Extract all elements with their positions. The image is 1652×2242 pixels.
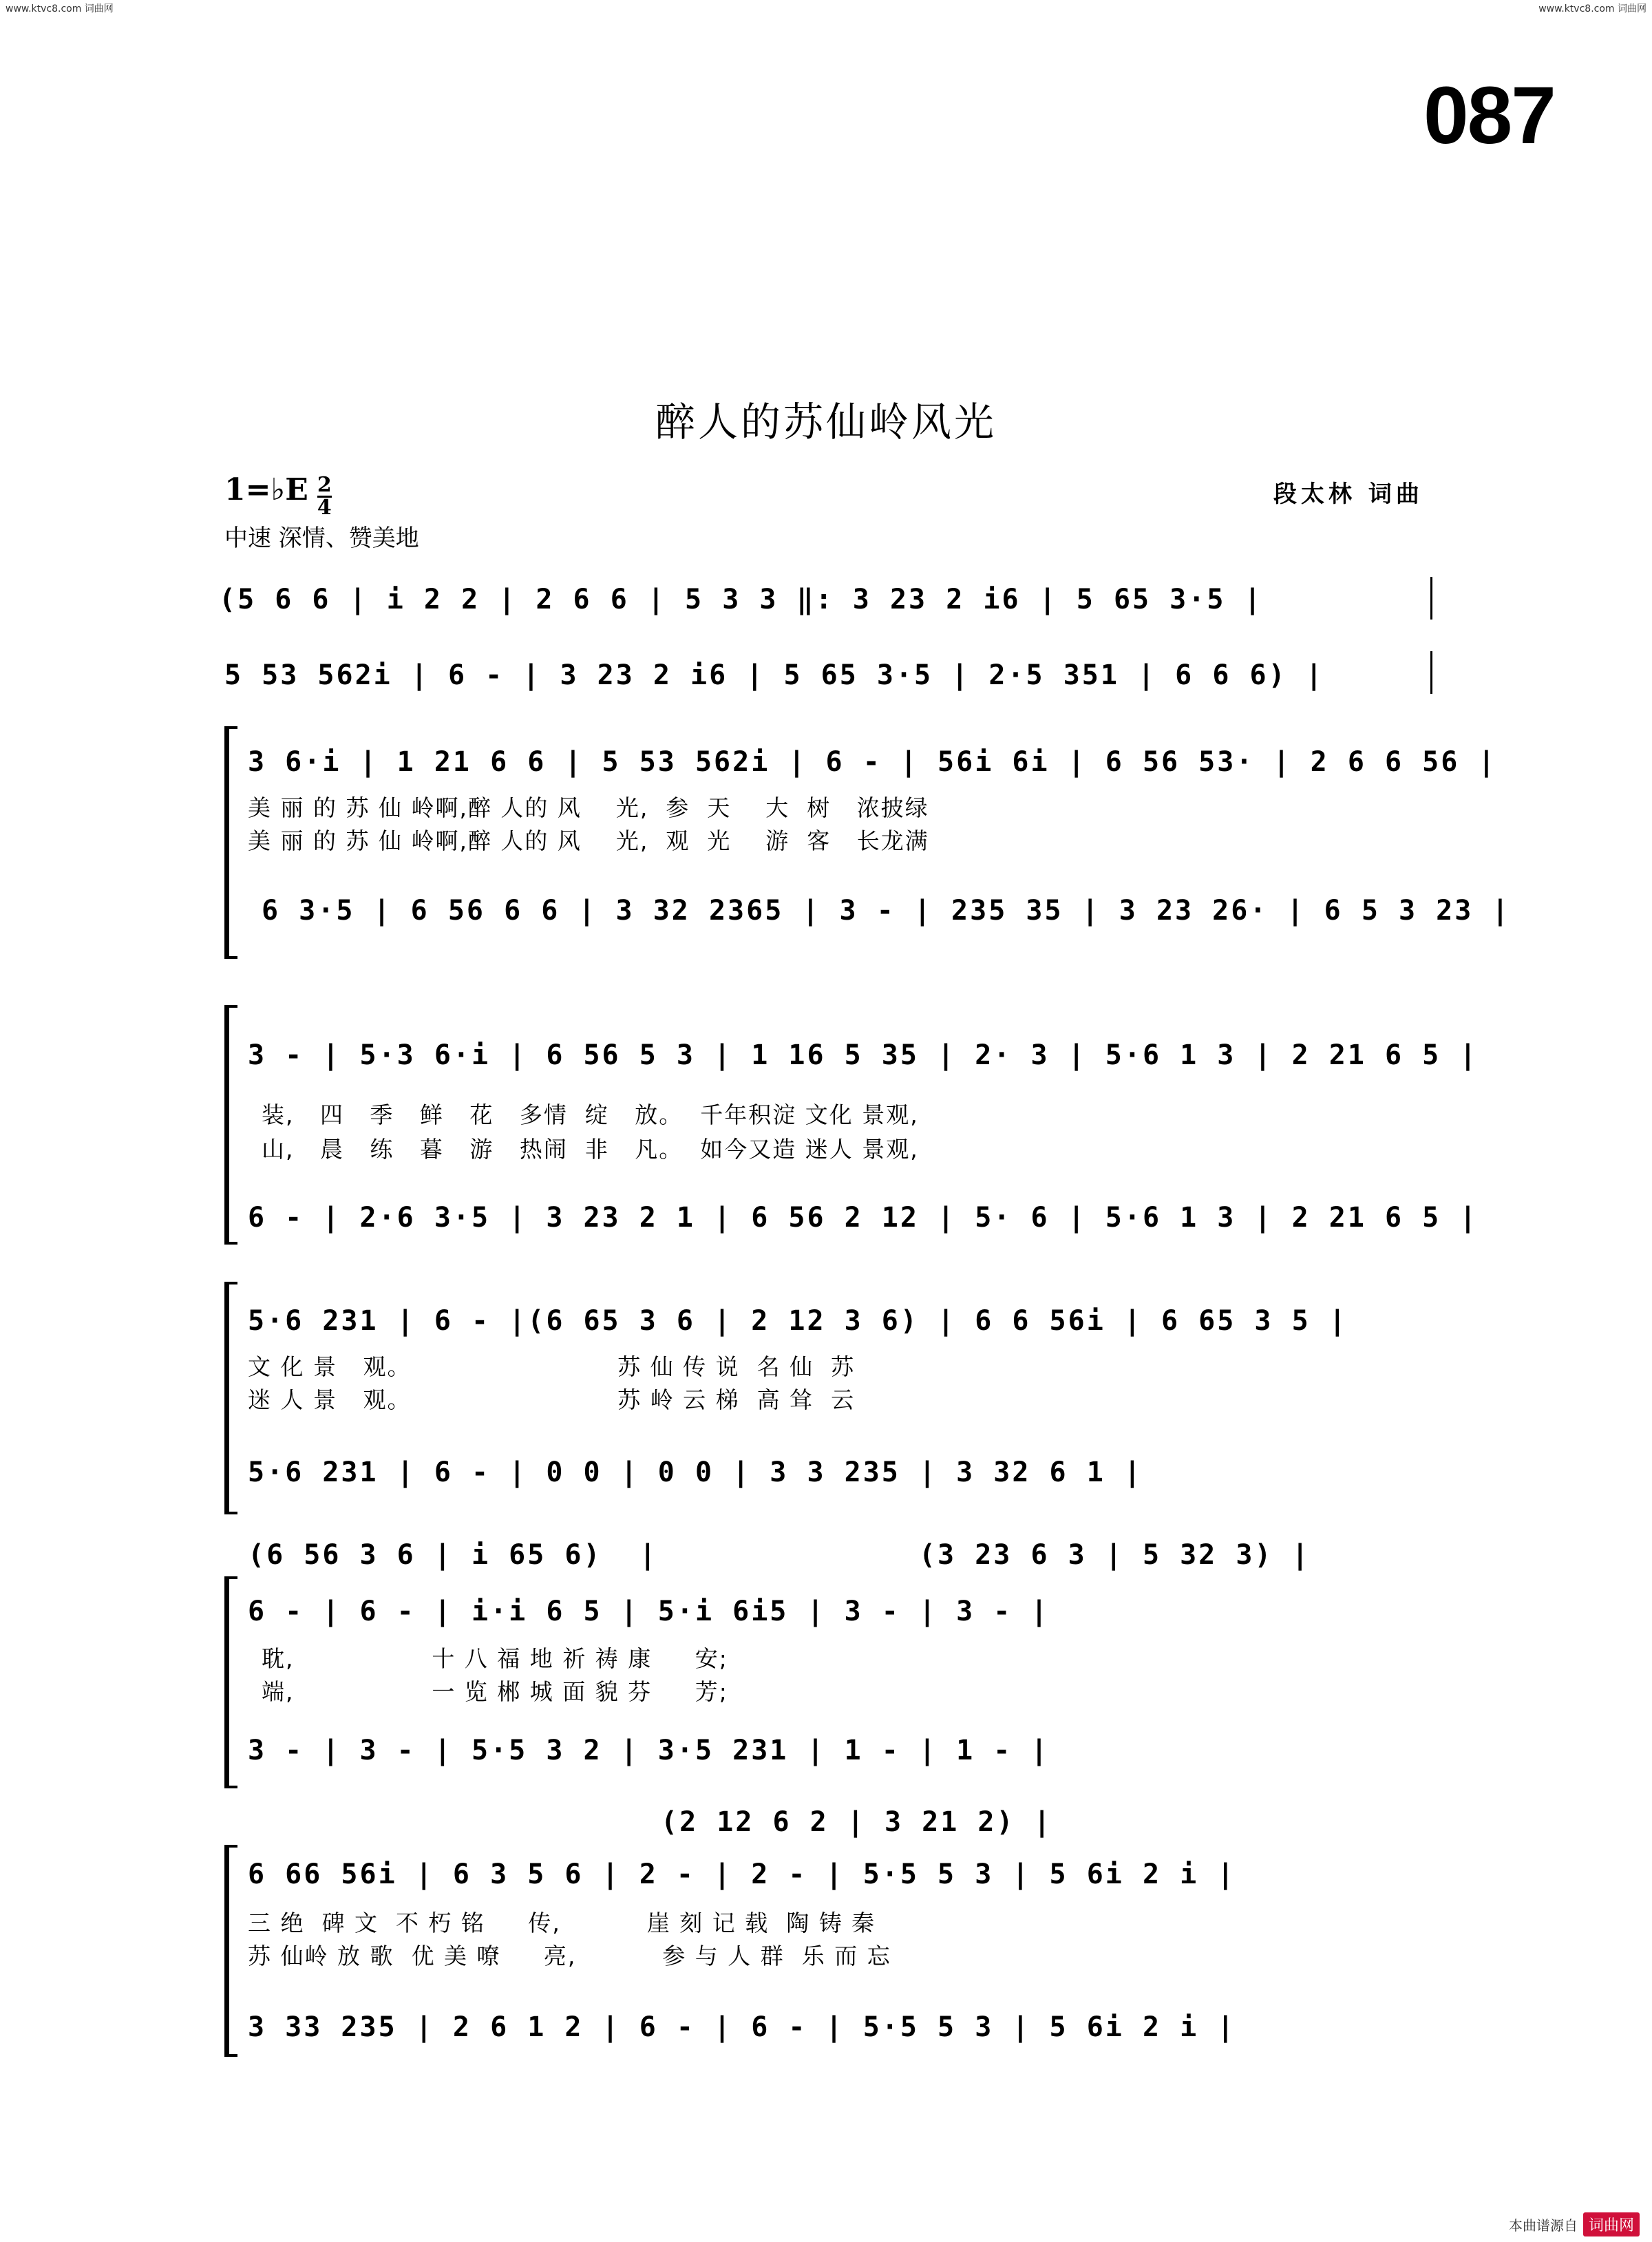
staff-bracket: [224, 1845, 237, 2057]
upper-voice-line: 3 6·i | 1 21 6 6 | 5 53 562i | 6 - | 56i 6i | 6 56 53· | 2 6 6 56 |: [248, 746, 1497, 778]
lyric-verse-1: 耽, 十 八 福 地 祈 祷 康 安;: [262, 1645, 728, 1672]
accompaniment-line: (2 12 6 2 | 3 21 2) |: [661, 1806, 1052, 1838]
key-signature: 1=♭E: [224, 472, 308, 507]
barline: [1430, 577, 1432, 620]
credit: 段太林 词曲: [1273, 480, 1423, 508]
lyric-verse-2: 迷 人 景 观。 苏 岭 云 梯 高 耸 云: [248, 1386, 856, 1413]
lower-voice-line: 6 3·5 | 6 56 6 6 | 3 32 2365 | 3 - | 235 35 | 3 23 26· | 6 5 3 23 |: [262, 895, 1511, 927]
footer-watermark: [1509, 2212, 1640, 2236]
lower-voice-line: 3 33 235 | 2 6 1 2 | 6 - | 6 - | 5·5 5 3 | 5 6i 2 i |: [248, 2011, 1236, 2043]
watermark-top-right: www.ktvc8.com 词曲网: [1538, 3, 1646, 14]
upper-voice-line: 6 - | 6 - | i·i 6 5 | 5·i 6i5 | 3 - | 3 - |: [248, 1596, 1050, 1627]
lyric-verse-2: 山, 晨 练 暮 游 热闹 非 凡。 如今又造 迷人 景观,: [262, 1136, 919, 1163]
accompaniment-line: (6 56 3 6 | i 65 6) | (3 23 6 3 | 5 32 3) |: [248, 1539, 1311, 1571]
staff-bracket: [224, 1576, 237, 1788]
upper-voice-line: 5·6 231 | 6 - |(6 65 3 6 | 2 12 3 6) | 6 6 56i | 6 65 3 5 |: [248, 1305, 1348, 1337]
key-time-signature: [224, 472, 332, 518]
watermark-top-left: www.ktvc8.com 词曲网: [6, 3, 114, 14]
lyric-verse-1: 三 绝 碑 文 不 朽 铭 传, 崖 刻 记 载 陶 铸 秦: [248, 1910, 876, 1936]
lyric-verse-2: 端, 一 览 郴 城 面 貌 芬 芳;: [262, 1678, 728, 1705]
footer-logo: 词曲网: [1583, 2212, 1640, 2236]
staff-bracket: [224, 1282, 237, 1514]
time-signature: [317, 475, 332, 518]
barline: [1430, 651, 1432, 694]
intro-line-1: (5 6 6 | i 2 2 | 2 6 6 | 5 3 3 ‖: 3 23 2 i6 | 5 65 3·5 |: [219, 584, 1263, 615]
lower-voice-line: 3 - | 3 - | 5·5 3 2 | 3·5 231 | 1 - | 1 - |: [248, 1735, 1050, 1766]
lyric-verse-2: 美 丽 的 苏 仙 岭啊,醉 人的 风 光, 观 光 游 客 长龙满: [248, 827, 929, 854]
staff-bracket: [224, 726, 237, 959]
staff-bracket: [224, 1005, 237, 1245]
time-signature-bottom: 4: [317, 496, 332, 520]
lyric-verse-1: 美 丽 的 苏 仙 岭啊,醉 人的 风 光, 参 天 大 树 浓披绿: [248, 794, 929, 821]
lyric-verse-2: 苏 仙岭 放 歌 优 美 嘹 亮, 参 与 人 群 乐 而 忘: [248, 1943, 891, 1969]
intro-line-2: 5 53 562i | 6 - | 3 23 2 i6 | 5 65 3·5 | 2·5 351 | 6 6 6) |: [224, 659, 1324, 691]
upper-voice-line: 6 66 56i | 6 3 5 6 | 2 - | 2 - | 5·5 5 3 | 5 6i 2 i |: [248, 1859, 1236, 1890]
lower-voice-line: 6 - | 2·6 3·5 | 3 23 2 1 | 6 56 2 12 | 5· 6 | 5·6 1 3 | 2 21 6 5 |: [248, 1202, 1479, 1234]
lyric-verse-1: 装, 四 季 鲜 花 多情 绽 放。 千年积淀 文化 景观,: [262, 1101, 919, 1128]
page-number: 087: [1423, 70, 1555, 161]
time-signature-top: 2: [317, 473, 332, 497]
song-title: 醉人的苏仙岭风光: [655, 399, 997, 445]
upper-voice-line: 3 - | 5·3 6·i | 6 56 5 3 | 1 16 5 35 | 2· 3 | 5·6 1 3 | 2 21 6 5 |: [248, 1039, 1479, 1071]
lyric-verse-1: 文 化 景 观。 苏 仙 传 说 名 仙 苏: [248, 1353, 856, 1380]
footer-text: 本曲谱源自: [1508, 2217, 1578, 2234]
tempo-marking: 中速 深情、赞美地: [224, 525, 419, 552]
lower-voice-line: 5·6 231 | 6 - | 0 0 | 0 0 | 3 3 235 | 3 32 6 1 |: [248, 1457, 1143, 1488]
